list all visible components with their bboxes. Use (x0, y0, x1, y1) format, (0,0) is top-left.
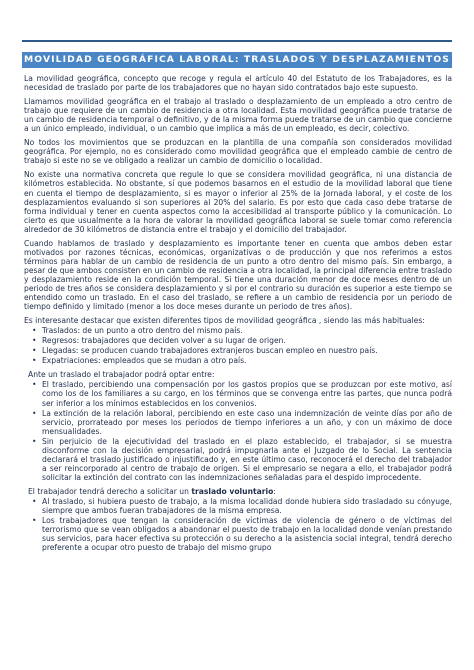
voluntary-intro-text: El trabajador tendrá derecho a solicitar un (28, 486, 192, 496)
paragraph-types-intro: Es interesante destacar que existen diferentes tipos de movilidad geográfica , siendo las más habituales: (24, 316, 425, 326)
list-item: • Al traslado, si hubiera puesto de trabajo, a la misma localidad donde hubiera sido trasladado su cónyuge, siempre que ambos fueran trabajadores de la misma empresa. (30, 497, 452, 515)
paragraph-regulation: No existe una normativa concreta que regule lo que se considera movilidad geográfica, ni una distancia de kilómetros establecida. No obstante, sí que podemos basarnos en el estudio de la movilidad laboral que tiene en cuenta el tiempo de desplazamiento, si es mayor o inferior al 25% de la Jornada laboral, y el coste de los desplazamientos evaluando si son superiores al 20% del salario. Es por esto que cada caso debe tratarse de forma individual y tener en cuenta aspectos como la accesibilidad al transporte público y la comunicación. Lo cierto es que usualmente a la hora de valorar la movilidad geográfica laboral se suele tomar como referencia alrededor de 30 kilómetros de distancia entre el trabajo y el domicilio del trabajador. (24, 170, 452, 234)
paragraph-definition: Llamamos movilidad geográfica en el trabajo al traslado o desplazamiento de un empleado a otro centro de trabajo que requiere de un cambio de residencia a otra localidad. Esta movilidad geográfica puede tratarse de un cambio de residencia temporal o definitivo, y de la misma forma puede tratarse de un cambio que concierne a un único empleado, individual, o un cambio que implica a más de un empleado, es decir, colectivo. (24, 97, 452, 134)
list-item: • Llegadas: se producen cuando trabajadores extranjeros buscan empleo en nuestro país. (30, 346, 452, 355)
list-item: • Traslados: de un punto a otro dentro del mismo país. (30, 326, 452, 335)
list-item: • Sin perjuicio de la ejecutividad del traslado en el plazo establecido, el trabajador, si se muestra disconforme con la decisión empresarial, podrá impugnarla ante el Juzgado de lo Social. La sentencia declarará el traslado justificado o injustificado y, en este último caso, reconocerá el derecho del trabajador a ser reincorporado al centro de trabajo de origen. Si el empresario se negara a ello, el trabajador podrá solicitar la extinción del contrato con las indemnizaciones señaladas para el despido improcedente. (30, 437, 452, 482)
paragraph-exclusions: No todos los movimientos que se produzcan en la plantilla de una compañía son considerados movilidad geográfica. Por ejemplo, no es considerado como movilidad geográfica que el empleado cambie de centro de trabajo si este no se ve obligado a realizar un cambio de domicilio o localidad. (24, 138, 452, 166)
paragraph-options-intro: Ante un traslado el trabajador podrá optar entre: (28, 370, 215, 380)
header-rule (22, 40, 452, 42)
page-title: MOVILIDAD GEOGRÁFICA LABORAL: TRASLADOS Y DESPLAZAMIENTOS (22, 52, 452, 68)
list-item: • Los trabajadores que tengan la consideración de víctimas de violencia de género o de víctimas del terrorismo que se vean obligados a abandonar el puesto de trabajo en la localidad donde venían prestando sus servicios, para hacer efectiva su protección o su derecho a la asistencia social integral, tendrá derecho preferente a ocupar otro puesto de trabajo del mismo grupo (30, 516, 452, 552)
voluntary-intro-bold: traslado voluntario (191, 486, 274, 496)
list-item: • El traslado, percibiendo una compensación por los gastos propios que se produzcan por este motivo, así como los de los familiares a su cargo, en los términos que se convenga entre las partes, que nunca podrá ser inferior a los mínimos establecidos en los convenios. (30, 380, 452, 407)
paragraph-intro: La movilidad geográfica, concepto que recoge y regula el artículo 40 del Estatuto de los Trabajadores, es la necesidad de traslado por parte de los trabajadores que no hayan sido contratados bajo este supuesto. (24, 74, 452, 93)
voluntary-list (24, 497, 452, 552)
document-body (24, 74, 452, 557)
paragraph-traslado-vs-desplazamiento: Cuando hablamos de traslado y desplazamiento es importante tener en cuenta que ambos deben estar motivados por razones técnicas, económicas, organizativas o de producción y que nos referimos a estos términos para hablar de un cambio de residencia de un punto a otro dentro del mismo país. Sin embargo, a pesar de que ambos consisten en un cambio de residencia a otra localidad, la principal diferencia entre traslado y desplazamiento reside en la condición temporal. Si tiene una duración menor de doce meses dentro de un periodo de tres años se considera desplazamiento y si por el contrario su duración es superior a este tiempo se entendido como un traslado. En el caso del traslado, se refiere a un cambio de residencia por un periodo de tiempo definido y limitado (menor a los doce meses durante un periodo de tres años). (24, 238, 452, 312)
paragraph-voluntary-intro (28, 487, 452, 496)
voluntary-intro-suffix: : (273, 486, 276, 496)
list-item: • Expatriaciones: empleados que se mudan a otro país. (30, 356, 452, 365)
options-list (24, 380, 452, 482)
list-item: • Regresos: trabajadores que deciden volver a su lugar de origen. (30, 336, 452, 345)
types-list (24, 326, 452, 365)
list-item: • La extinción de la relación laboral, percibiendo en este caso una indemnización de veinte días por año de servicio, prorrateado por meses los periodos de tiempo inferiores a un año, y con un máximo de doce mensualidades. (30, 409, 452, 436)
